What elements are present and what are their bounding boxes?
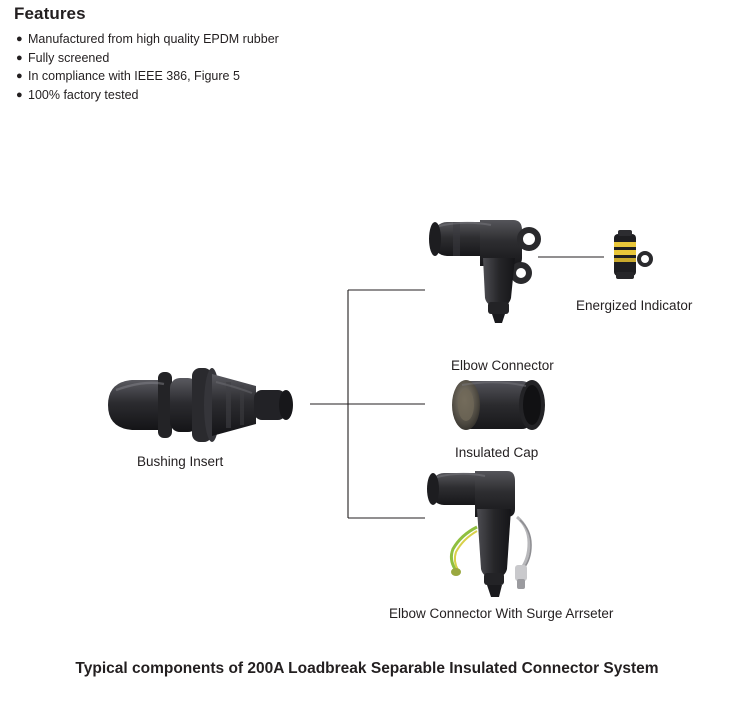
insulated-cap-image (440, 375, 565, 440)
label-elbow-with-surge-arrester: Elbow Connector With Surge Arrseter (389, 606, 614, 621)
label-energized-indicator: Energized Indicator (576, 298, 693, 313)
features-list (14, 30, 434, 104)
bullet-icon: ● (16, 88, 23, 101)
feature-item (14, 30, 434, 49)
feature-text: Fully screened (28, 50, 110, 65)
bullet-icon: ● (16, 51, 23, 64)
energized-indicator-image (604, 228, 660, 286)
feature-text: In compliance with IEEE 386, Figure 5 (28, 69, 240, 83)
feature-item (14, 49, 434, 68)
feature-item (14, 67, 434, 86)
feature-item (14, 86, 434, 105)
bullet-icon: ● (16, 70, 23, 82)
feature-text: 100% factory tested (28, 87, 139, 102)
feature-text: Manufactured from high quality EPDM rubber (28, 32, 279, 46)
components-diagram (0, 170, 734, 640)
label-insulated-cap: Insulated Cap (455, 445, 539, 460)
features-section (14, 4, 434, 104)
label-bushing-insert: Bushing Insert (137, 454, 224, 469)
bullet-icon: ● (16, 33, 23, 45)
elbow-connector-image (425, 210, 555, 325)
elbow-with-surge-arrester-image (425, 465, 575, 600)
figure-caption: Typical components of 200A Loadbreak Separable Insulated Connector System (75, 660, 659, 677)
label-elbow-connector: Elbow Connector (451, 358, 554, 373)
features-title: Features (14, 4, 86, 23)
bushing-insert-image (100, 360, 315, 450)
